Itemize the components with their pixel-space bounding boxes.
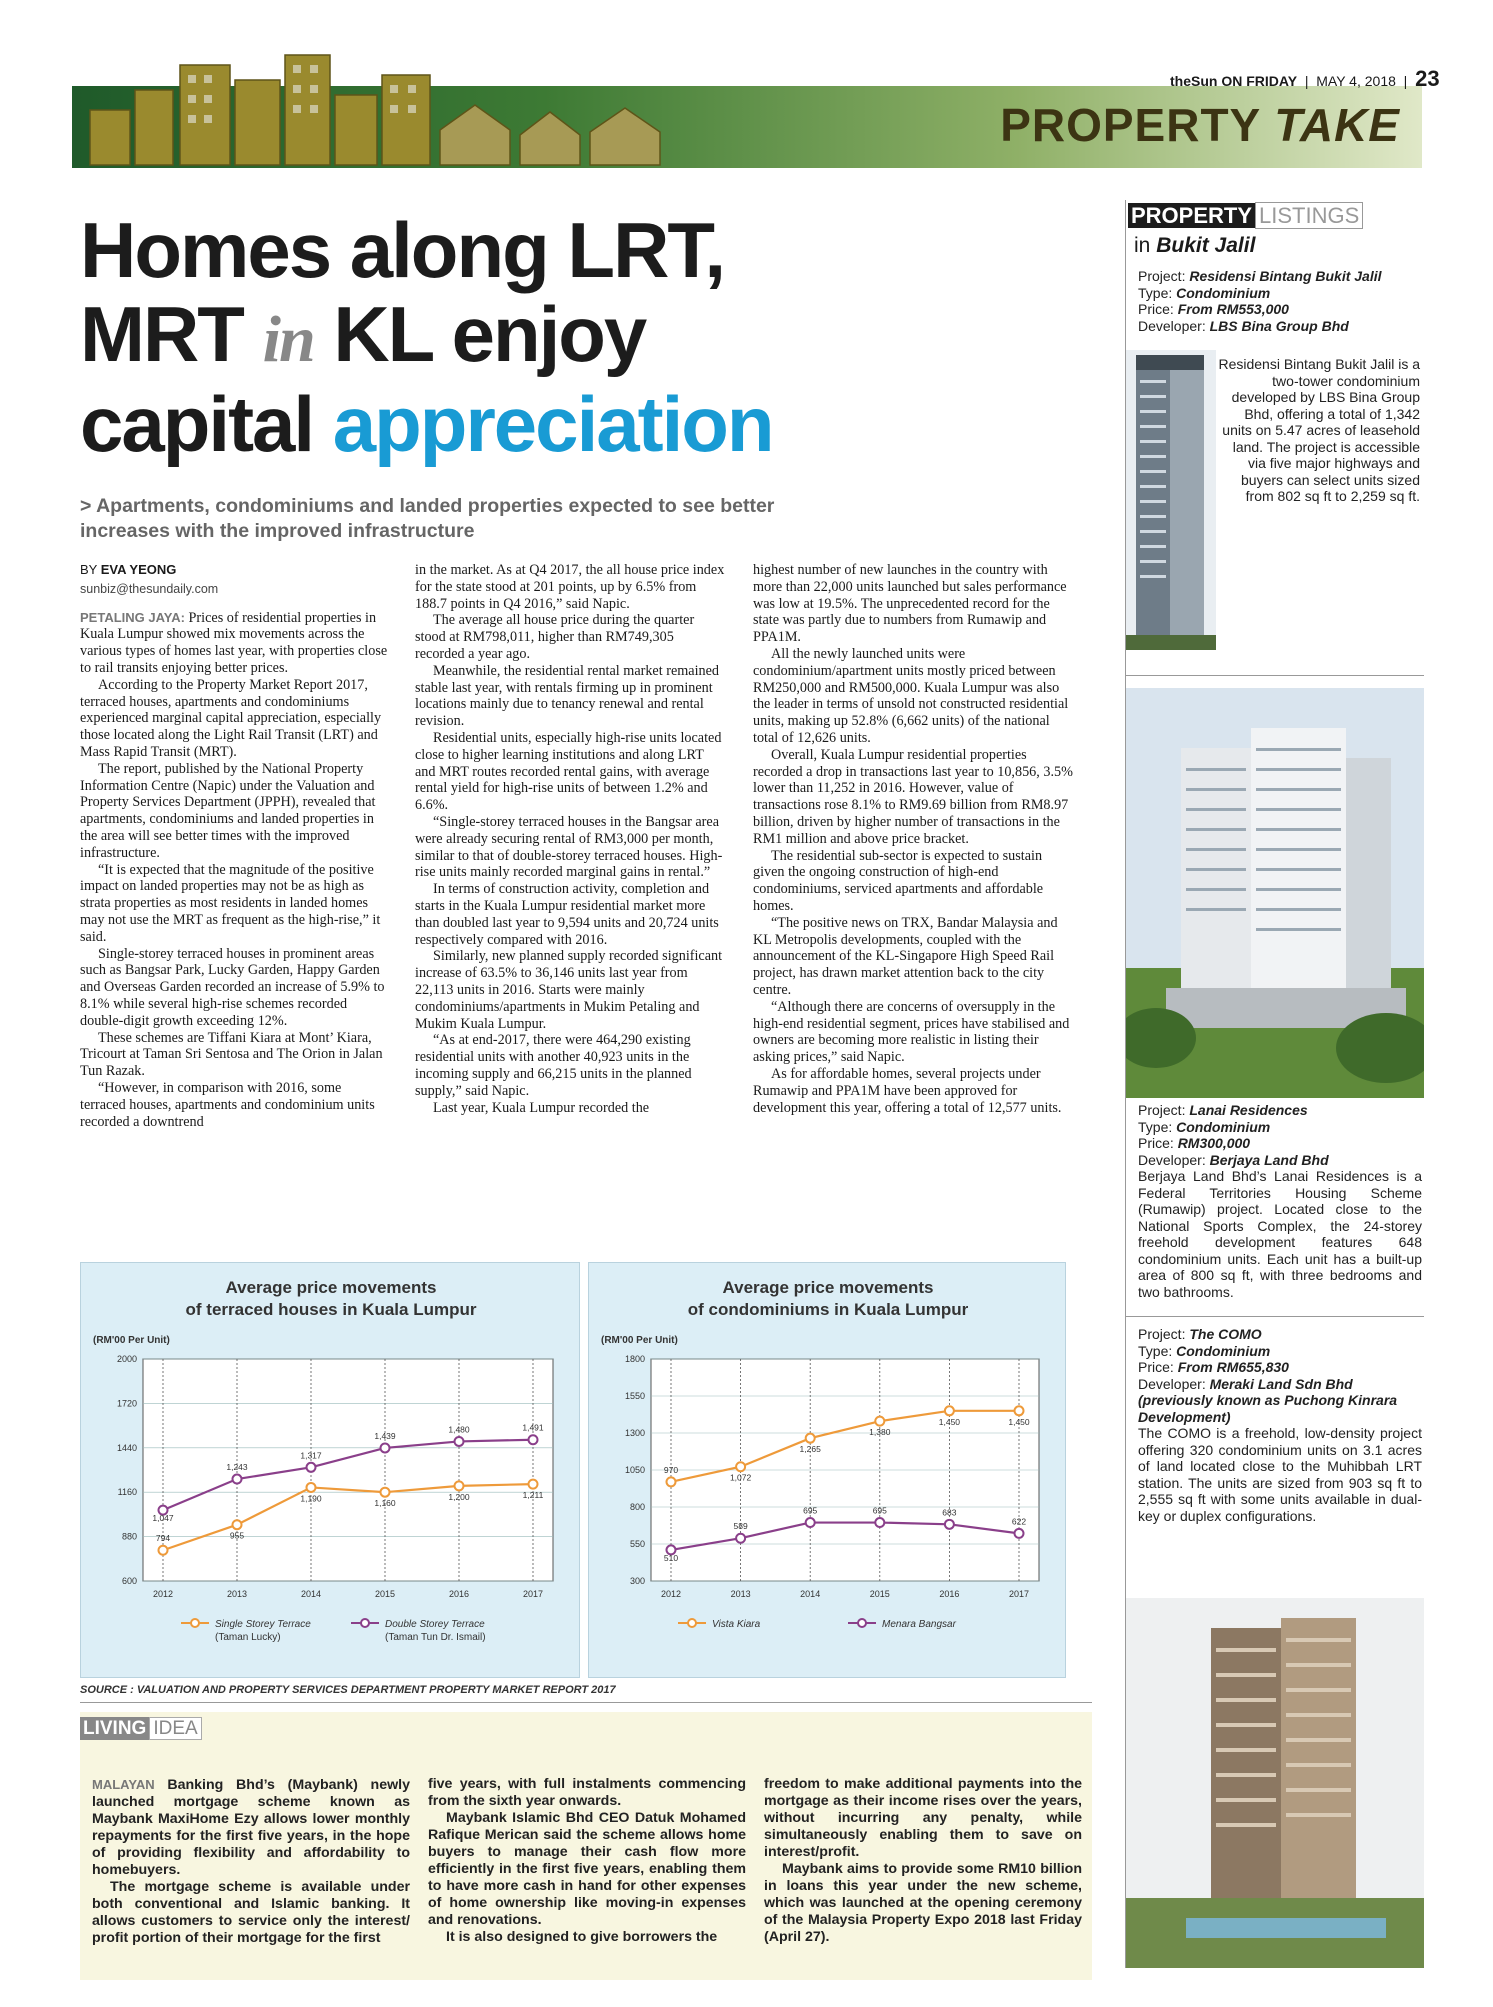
- paragraph: “The positive news on TRX, Bandar Malaysia and KL Metropolis developments, coupled with the announcement of the KL-Singapore High Speed Rail project, has drawn market attention back to the city centre.: [753, 914, 1058, 998]
- living-column-1: [92, 1776, 410, 1947]
- listing-price-label: Price:: [1138, 1359, 1174, 1375]
- x-tick-label: 2013: [730, 1589, 751, 1599]
- section-title-b: TAKE: [1274, 99, 1400, 151]
- listings-tag: [1128, 203, 1363, 229]
- photo-the-como: [1126, 1598, 1424, 1968]
- paragraph: Overall, Kuala Lumpur residential properties recorded a drop in transactions last year to 10,856, 3.5% lower than 11,252 in 2016. However, value of transactions rose 8.1% to RM9.69 billion from RM8.97 billion, driven by higher number of transactions in the RM1 million and above price bracket.: [753, 746, 1073, 847]
- listing-project-value: Residensi Bintang Bukit Jalil: [1189, 268, 1382, 284]
- listing-type-value: Condominium: [1176, 1118, 1271, 1135]
- data-label: 1,160: [374, 1498, 396, 1509]
- chart-condominiums-svg: [589, 1263, 1067, 1679]
- data-point: [667, 1477, 676, 1486]
- data-label: 1,211: [522, 1490, 544, 1501]
- y-tick-label: 550: [629, 1539, 645, 1549]
- data-point: [233, 1520, 242, 1529]
- listing-price: [1138, 301, 1420, 318]
- listing-description: Berjaya Land Bhd’s Lanai Residences is a Federal Territories Housing Scheme (Rumawip) project. Located close to the National Sports Complex, the 24-storey freehold development features 648 condominium units. Each unit has a built-up area of 800 sq ft, with three bedrooms and two bathrooms.: [1138, 1168, 1422, 1300]
- paragraph: The mortgage scheme is available under both conventional and Islamic banking. It allows customers to service only the interest/ profit portion of their mortgage for the first: [92, 1879, 410, 1946]
- data-point: [875, 1518, 884, 1527]
- legend-marker: [191, 1619, 199, 1627]
- section-title: [980, 98, 1400, 152]
- y-tick-label: 2000: [116, 1354, 137, 1364]
- chart-title: of terraced houses in Kuala Lumpur: [185, 1300, 477, 1319]
- data-label: 955: [229, 1530, 245, 1541]
- legend-marker: [688, 1619, 696, 1627]
- paragraph: MALAYAN Banking Bhd’s (Maybank) newly launched mortgage scheme known as Maybank MaxiHome Ezy allows lower monthly repayments for the first five years, in the hope of providing flexibility and affordability to homebuyers.: [92, 1777, 410, 1878]
- divider: [80, 1702, 1092, 1703]
- listing-residensi-bintang-desc: Residensi Bintang Bukit Jalil is a two-tower condominium developed by LBS Bina Group Bhd, offering a total of 1,342 units on 5.47 acres of leasehold land. The project is accessible via five major highways and buyers can select units sized from 802 sq ft to 2,259 sq ft.: [1218, 356, 1420, 504]
- paragraph: All the newly launched units were condominium/apartment units mostly priced between RM250,000 and RM500,000. Kuala Lumpur was also the leader in terms of unsold not constructed residential units, making up 52.8% (6,662 units) of the national total of 12,626 units.: [753, 645, 1069, 746]
- data-label: 695: [803, 1505, 818, 1516]
- y-tick-label: 1720: [116, 1398, 137, 1409]
- listing-type-value: Condominium: [1176, 284, 1271, 301]
- x-tick-label: 2017: [522, 1589, 544, 1599]
- x-tick-label: 2014: [300, 1589, 322, 1599]
- standfirst: > Apartments, condominiums and landed properties expected to see better increases with the improved infrastructure: [80, 495, 775, 542]
- data-label: 1,380: [869, 1427, 891, 1438]
- column-3-body: [753, 562, 1073, 1116]
- listing-price: [1138, 1135, 1422, 1152]
- y-tick-label: 600: [121, 1576, 137, 1586]
- lead-word: MALAYAN: [92, 1777, 155, 1792]
- y-tick-label: 1800: [624, 1354, 645, 1364]
- paragraph: freedom to make additional payments into the mortgage as their income rises over the years, without incurring any penalty, while simultaneously enabling them to save on interest/profit.: [764, 1776, 1082, 1860]
- y-axis-label: (RM'00 Per Unit): [93, 1335, 170, 1346]
- headline-mrt: MRT: [80, 290, 243, 378]
- headline-in: in: [262, 303, 314, 376]
- skyline-illustration: [80, 50, 700, 170]
- living-idea-tag: [80, 1718, 202, 1740]
- chart-condominiums: [588, 1262, 1066, 1678]
- x-tick-label: 2012: [152, 1589, 174, 1599]
- y-axis-label: (RM'00 Per Unit): [601, 1335, 678, 1346]
- listing-developer-value: Meraki Land Sdn Bhd (previously known as Puchong Kinrara Development): [1138, 1375, 1398, 1425]
- data-label: 1,317: [300, 1450, 322, 1461]
- location-prefix: in: [1134, 234, 1151, 257]
- chart-title: Average price movements: [722, 1278, 934, 1297]
- paragraph: five years, with full instalments commencing from the sixth year onwards.: [428, 1776, 746, 1809]
- headline-line-3: [80, 382, 900, 466]
- listing-developer-value: Berjaya Land Bhd: [1209, 1151, 1329, 1168]
- listing-type: [1138, 1343, 1422, 1360]
- listing-developer: [1138, 318, 1420, 335]
- location-name: Bukit Jalil: [1156, 234, 1256, 257]
- listing-price-value: From RM553,000: [1177, 301, 1289, 317]
- photo-residensi-bintang: [1126, 350, 1216, 650]
- data-point: [736, 1462, 745, 1471]
- listing-the-como: [1138, 1326, 1422, 1524]
- plot-area: [143, 1359, 553, 1581]
- data-label: 1,265: [799, 1444, 821, 1455]
- listing-type: [1138, 285, 1420, 302]
- y-tick-label: 1550: [624, 1391, 645, 1401]
- chart-title: Average price movements: [225, 1278, 437, 1297]
- y-tick-label: 1300: [624, 1428, 645, 1438]
- legend-label: Single Storey Terrace: [215, 1619, 311, 1630]
- paragraph: “Although there are concerns of oversupply in the high-end residential segment, prices have stabilised and owners are becoming more realistic in listing their asking prices,” said Napic.: [753, 998, 1070, 1066]
- listings-tag-a: PROPERTY: [1128, 203, 1255, 228]
- living-column-3-body: [764, 1776, 1082, 1946]
- data-point: [736, 1534, 745, 1543]
- listing-developer-value: LBS Bina Group Bhd: [1209, 317, 1349, 334]
- listing-price: [1138, 1359, 1422, 1376]
- data-label: 695: [872, 1505, 887, 1516]
- listings-tag-b: LISTINGS: [1255, 202, 1363, 229]
- headline-line-1: Homes along LRT,: [80, 206, 725, 294]
- data-point: [381, 1443, 390, 1452]
- living-column-1-body: [92, 1776, 410, 1947]
- legend-sublabel: (Taman Tun Dr. Ismail): [385, 1632, 486, 1643]
- paragraph: highest number of new launches in the country with more than 22,000 units launched but sales performance was low at 19.5%. The unprecedented record for the state was partly due to numbers from Rumawip and PPA1M.: [753, 562, 1067, 646]
- data-label: 1,450: [1008, 1416, 1030, 1427]
- data-point: [945, 1406, 954, 1415]
- data-point: [307, 1463, 316, 1472]
- paper-name: theSun ON FRIDAY: [1170, 73, 1298, 89]
- data-label: 622: [1011, 1516, 1027, 1527]
- x-tick-label: 2016: [939, 1589, 960, 1599]
- y-tick-label: 1160: [117, 1487, 137, 1498]
- paragraph: Single-storey terraced houses in prominent areas such as Bangsar Park, Lucky Garden, Happy Garden and Overseas Garden recorded an increase of 5.9% to 8.1% while several high-rise schemes recorded double-digit growth exceeding 12%.: [80, 945, 385, 1029]
- data-point: [529, 1435, 538, 1444]
- headline-capital: capital: [80, 380, 314, 468]
- paragraph: in the market. As at Q4 2017, the all house price index for the state stood at 201 points, up by 6.5% from 188.7 points in Q4 2016,” said Napic.: [415, 562, 725, 612]
- listing-divider: [1126, 675, 1424, 676]
- legend-marker: [361, 1619, 369, 1627]
- data-point: [381, 1488, 390, 1497]
- listing-project-label: Project:: [1138, 268, 1186, 284]
- x-tick-label: 2013: [226, 1589, 248, 1599]
- data-point: [233, 1475, 242, 1484]
- y-tick-label: 1050: [624, 1465, 645, 1475]
- paragraph: The report, published by the National Property Information Centre (Napic) under the Valuation and Property Services Department (JPPH), revealed that apartments, condominiums and landed properties in the area will see better times with the improved infrastructure.: [80, 760, 376, 861]
- data-point: [455, 1437, 464, 1446]
- data-point: [1015, 1529, 1024, 1538]
- chart-source: SOURCE : VALUATION AND PROPERTY SERVICES DEPARTMENT PROPERTY MARKET REPORT 2017: [80, 1684, 616, 1696]
- paragraph: Last year, Kuala Lumpur recorded the: [433, 1099, 650, 1116]
- listing-residensi-bintang: [1138, 268, 1420, 334]
- data-point: [529, 1480, 538, 1489]
- listing-type: [1138, 1119, 1422, 1136]
- paragraph: “Single-storey terraced houses in the Bangsar area were already securing rental of RM3,000 per month, similar to that of double-storey terraced houses. High-rise units mainly recorded marginal gains in rental.”: [415, 813, 723, 881]
- listing-price-value: From RM655,830: [1177, 1359, 1289, 1375]
- data-label: 1,200: [448, 1491, 470, 1502]
- data-label: 1,047: [152, 1513, 174, 1524]
- listing-price-label: Price:: [1138, 301, 1174, 317]
- listing-lanai-residences: [1138, 1102, 1422, 1300]
- data-point: [455, 1481, 464, 1490]
- data-label: 683: [942, 1507, 957, 1518]
- data-point: [945, 1520, 954, 1529]
- data-point: [875, 1417, 884, 1426]
- paragraph: Residential units, especially high-rise units located close to higher learning institutions and along LRT and MRT routes recorded rental gains, with average rental yield for high-rise units of between 1.2% and 6.6%.: [415, 729, 722, 814]
- listing-project-value: Lanai Residences: [1189, 1102, 1308, 1118]
- article-column-2: [415, 562, 725, 1116]
- data-label: 1,072: [729, 1472, 752, 1483]
- legend-label: Menara Bangsar: [882, 1619, 956, 1630]
- listing-description: The COMO is a freehold, low-density project offering 320 condominium units on 3.1 acres of land located close to the Muhibbah LRT station. The units are sized from 903 sq ft to 2,555 sq ft with some units available in dual-key or duplex configurations.: [1138, 1425, 1422, 1524]
- y-tick-label: 880: [121, 1531, 137, 1542]
- lead-word: PETALING JAYA:: [80, 609, 185, 625]
- x-tick-label: 2012: [660, 1589, 682, 1599]
- byline-prefix: BY: [80, 562, 98, 577]
- data-label: 1,450: [938, 1416, 961, 1427]
- paragraph: “As at end-2017, there were 464,290 existing residential units with another 40,923 units in the incoming supply and 66,215 units in the planned supply,” said Napic.: [415, 1032, 692, 1099]
- listing-type-label: Type:: [1138, 1118, 1173, 1135]
- author-email: sunbiz@thesundaily.com: [80, 581, 219, 596]
- listing-developer: [1138, 1376, 1422, 1426]
- x-tick-label: 2014: [800, 1589, 821, 1599]
- legend-label: Double Storey Terrace: [385, 1619, 485, 1630]
- listing-developer: [1138, 1152, 1422, 1169]
- paragraph: Maybank aims to provide some RM10 billion in loans this year under the new scheme, which was launched at the opening ceremony of the Malaysia Property Expo 2018 last Friday (April 27).: [764, 1861, 1082, 1945]
- paragraph: Meanwhile, the residential rental market remained stable last year, with rentals firming up in prominent locations mainly due to tenancy renewal and rental revision.: [415, 662, 719, 730]
- data-point: [159, 1546, 168, 1555]
- paragraph: As for affordable homes, several projects under Rumawip and PPA1M have been approved for development this year, offering a total of 12,577 units.: [753, 1065, 1062, 1116]
- listing-project: [1138, 1326, 1422, 1343]
- listing-price-label: Price:: [1138, 1135, 1174, 1151]
- photo-lanai-residences: [1126, 688, 1424, 1098]
- legend-marker: [858, 1619, 866, 1627]
- paragraph: These schemes are Tiffani Kiara at Mont’ Kiara, Tricourt at Taman Sri Sentosa and The Orion in Jalan Tun Razak.: [80, 1029, 383, 1080]
- listing-type-value: Condominium: [1176, 1342, 1271, 1359]
- y-tick-label: 800: [629, 1502, 645, 1512]
- listing-divider: [1126, 1316, 1424, 1317]
- data-label: 794: [155, 1533, 171, 1544]
- data-label: 510: [663, 1552, 679, 1563]
- data-label: 1,439: [374, 1430, 396, 1441]
- data-label: 1,480: [448, 1424, 470, 1435]
- article-column-1: [80, 562, 388, 1130]
- column-1-body: [80, 610, 388, 1131]
- x-tick-label: 2016: [448, 1589, 470, 1599]
- dateline: theSun ON FRIDAY | MAY 4, 2018 | 23: [1170, 66, 1440, 91]
- legend-sublabel: (Taman Lucky): [215, 1632, 281, 1643]
- x-tick-label: 2017: [1008, 1589, 1030, 1599]
- data-point: [806, 1434, 815, 1443]
- headline-appreciation: appreciation: [332, 380, 773, 468]
- x-tick-label: 2015: [374, 1589, 396, 1599]
- data-label: 589: [733, 1521, 748, 1532]
- data-point: [1015, 1406, 1024, 1415]
- paragraph: According to the Property Market Report 2017, terraced houses, apartments and condominiums experienced marginal capital appreciation, especially those located along the Light Rail Transit (LRT) and Mass Rapid Transit (MRT).: [80, 676, 382, 760]
- issue-date: MAY 4, 2018: [1316, 73, 1396, 89]
- living-column-3: [764, 1776, 1082, 1946]
- living-column-2: [428, 1776, 746, 1946]
- living-tag-b: IDEA: [149, 1717, 201, 1740]
- listing-project-label: Project:: [1138, 1102, 1186, 1118]
- data-label: 1,491: [522, 1422, 544, 1433]
- headline-line-2: [80, 292, 900, 382]
- listing-developer-label: Developer:: [1138, 1375, 1206, 1392]
- paragraph: “However, in comparison with 2016, some terraced houses, apartments and condominium units recorded a downtrend: [80, 1079, 375, 1130]
- listing-type-label: Type:: [1138, 1342, 1173, 1359]
- y-tick-label: 300: [629, 1576, 645, 1586]
- listing-project-label: Project:: [1138, 1326, 1186, 1342]
- page-number: 23: [1415, 66, 1440, 91]
- paragraph: PETALING JAYA: Prices of residential properties in Kuala Lumpur showed mix movements across the various types of homes last year, with properties close to rail transits enjoying better prices.: [80, 609, 388, 676]
- data-point: [806, 1518, 815, 1527]
- chart-title: of condominiums in Kuala Lumpur: [687, 1300, 969, 1319]
- headline: [80, 208, 900, 466]
- listing-developer-label: Developer:: [1138, 317, 1206, 334]
- data-label: 1,243: [226, 1462, 248, 1473]
- living-tag-a: LIVING: [80, 1717, 149, 1740]
- byline: [80, 562, 388, 579]
- article-column-3: [753, 562, 1073, 1116]
- listing-developer-label: Developer:: [1138, 1151, 1206, 1168]
- paragraph: The residential sub-sector is expected to sustain given the ongoing construction of high-end condominiums, serviced apartments and affordable homes.: [753, 847, 1044, 914]
- data-label: 1,190: [300, 1493, 322, 1504]
- listing-project: [1138, 268, 1420, 285]
- column-2-body: [415, 562, 725, 1116]
- data-label: 970: [663, 1464, 679, 1475]
- listing-price-value: RM300,000: [1177, 1135, 1251, 1151]
- paragraph: Similarly, new planned supply recorded significant increase of 63.5% to 36,146 units last year from 22,113 units in 2016. Starts were mainly condominiums/apartments in Mukim Petaling and Mukim Kuala Lumpur.: [415, 948, 723, 1032]
- paragraph: It is also designed to give borrowers the: [446, 1929, 718, 1945]
- paragraph: The average all house price during the quarter stood at RM798,011, higher than RM749,305 recorded a year ago.: [415, 612, 695, 662]
- x-tick-label: 2015: [869, 1589, 890, 1599]
- data-point: [307, 1483, 316, 1492]
- chart-terraced-svg: [81, 1263, 581, 1679]
- paragraph: “It is expected that the magnitude of the positive impact on landed properties may not be as high as strata properties as most residents in landed homes may not use the MRT as frequent as the high-rise,” it said.: [80, 861, 381, 945]
- listing-project-value: The COMO: [1189, 1326, 1262, 1342]
- headline-kl: KL enjoy: [333, 290, 646, 378]
- paragraph: In terms of construction activity, completion and starts in the Kuala Lumpur residential market more than doubled last year to 9,594 units and 20,724 units respectively compared with 2016.: [415, 881, 719, 948]
- living-column-2-body: [428, 1776, 746, 1946]
- chart-terraced-houses: [80, 1262, 580, 1678]
- author-name: EVA YEONG: [100, 562, 177, 577]
- legend-label: Vista Kiara: [712, 1619, 761, 1630]
- listing-project: [1138, 1102, 1422, 1119]
- paragraph: Maybank Islamic Bhd CEO Datuk Mohamed Rafique Merican said the scheme allows home buyers to manage their cash flow more efficiently in the first five years, enabling them to have more cash in hand for other expenses of home ownership like moving-in expenses and renovations.: [428, 1810, 746, 1928]
- y-tick-label: 1440: [116, 1442, 137, 1453]
- listing-type-label: Type:: [1138, 284, 1173, 301]
- listings-location: [1134, 234, 1255, 258]
- section-title-a: PROPERTY: [1000, 99, 1261, 151]
